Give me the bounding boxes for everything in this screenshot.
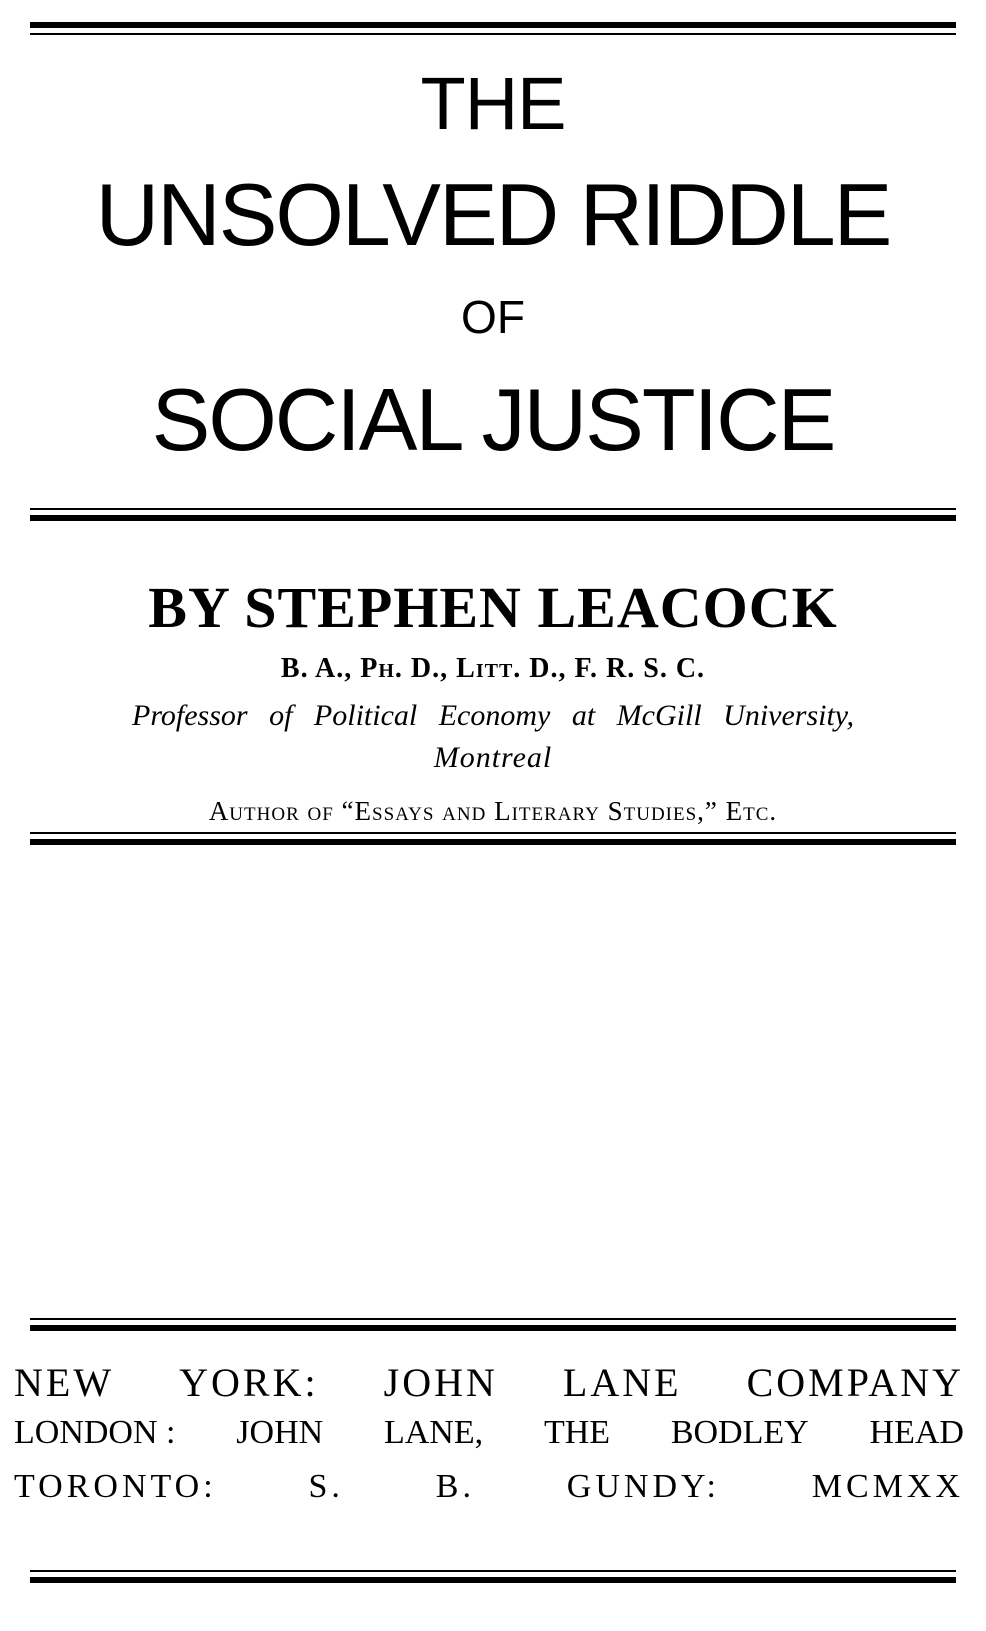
title-line-subject: SOCIAL JUSTICE bbox=[151, 370, 835, 469]
title-line-the: THE bbox=[420, 62, 566, 145]
imprint-word: LANE bbox=[562, 1360, 682, 1405]
author-separator-rule bbox=[30, 832, 956, 845]
imprint-word: B. bbox=[435, 1468, 475, 1505]
author-position-city: Montreal bbox=[433, 741, 553, 774]
author-other-works: Author of “Essays and Literary Studies,” Etc. bbox=[208, 796, 778, 826]
imprint-word: JOHN bbox=[383, 1360, 498, 1405]
imprint-word: MCMXX bbox=[811, 1468, 964, 1505]
imprint-word: JOHN bbox=[236, 1414, 324, 1451]
imprint-top-rule bbox=[30, 1318, 956, 1331]
imprint-word: S. bbox=[308, 1468, 344, 1505]
author-position: Professor of Political Economy at McGill University, bbox=[132, 699, 854, 732]
imprint-word: NEW bbox=[14, 1360, 115, 1405]
top-double-rule bbox=[30, 22, 956, 35]
author-byline: BY STEPHEN LEACOCK bbox=[148, 575, 838, 640]
title-separator-rule bbox=[30, 508, 956, 521]
imprint-london bbox=[14, 1412, 964, 1454]
imprint-new-york bbox=[14, 1360, 964, 1406]
imprint-word: TORONTO: bbox=[14, 1468, 217, 1505]
title-line-main: UNSOLVED RIDDLE bbox=[95, 165, 891, 264]
title-line-of: OF bbox=[461, 291, 525, 343]
imprint-word: LANE, bbox=[383, 1414, 484, 1451]
imprint-word: GUNDY: bbox=[566, 1468, 720, 1505]
imprint-word: YORK: bbox=[179, 1360, 319, 1405]
imprint-word: LONDON : bbox=[14, 1414, 176, 1451]
imprint-word: HEAD bbox=[869, 1414, 964, 1451]
imprint-word: COMPANY bbox=[746, 1360, 964, 1405]
author-degrees: B. A., Ph. D., Litt. D., F. R. S. C. bbox=[280, 653, 706, 684]
imprint-word: THE bbox=[543, 1414, 611, 1451]
bottom-double-rule bbox=[30, 1570, 956, 1583]
imprint-toronto bbox=[14, 1466, 964, 1508]
imprint-word: BODLEY bbox=[670, 1414, 809, 1451]
